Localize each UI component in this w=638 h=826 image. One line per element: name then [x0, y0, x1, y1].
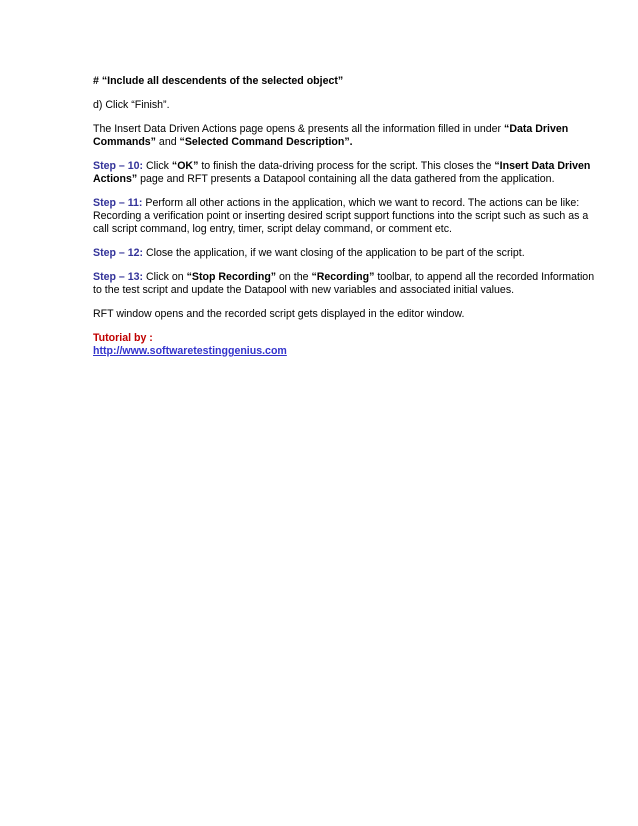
heading-include-descendents	[93, 75, 605, 88]
text-run: d) Click “Finish”.	[93, 99, 170, 111]
text-run: on the	[276, 271, 312, 283]
text-run: “Insert Data Driven Actions”	[93, 160, 591, 185]
text-run: # “Include all descendents of the selected object”	[93, 75, 344, 87]
text-run: toolbar, to append all the recorded Information to the test script and update the Datapool with new variables and associated initial values.	[93, 271, 595, 296]
para-step-11	[93, 197, 605, 236]
line-tutorial-link	[93, 345, 605, 358]
para-step-13	[93, 271, 605, 297]
line-d-click-finish	[93, 99, 605, 112]
document-page	[93, 75, 605, 358]
para-step-10	[93, 160, 605, 186]
text-run: page and RFT presents a Datapool containing all the data gathered from the application.	[137, 173, 555, 185]
text-run: Close the application, if we want closing of the application to be part of the script.	[143, 247, 525, 259]
para-step-12	[93, 247, 605, 260]
tutorial-by-label: Tutorial by :	[93, 332, 153, 344]
text-run: “Stop Recording”	[186, 271, 277, 283]
text-run: “Recording”	[311, 271, 375, 283]
text-run: RFT window opens and the recorded script gets displayed in the editor window.	[93, 308, 465, 320]
text-run: and	[155, 136, 180, 148]
step-12-label: Step – 12:	[93, 247, 144, 259]
text-run: “OK”	[171, 160, 199, 172]
text-run: Click on	[143, 271, 187, 283]
text-run: “Selected Command Description”.	[179, 136, 353, 148]
text-run: The Insert Data Driven Actions page opens & presents all the information filled in under	[93, 123, 505, 135]
text-run: Perform all other actions in the application, which we want to record. The actions can be like: Recording a verification point or inserting desired script support functions into the script such as such as a call script command, log entry, timer, script delay command, or comment etc.	[93, 197, 589, 235]
line-tutorial-by	[93, 332, 605, 345]
tutorial-link[interactable]: http://www.softwaretestinggenius.com	[93, 345, 287, 357]
step-11-label: Step – 11:	[93, 197, 143, 209]
step-10-label: Step – 10:	[93, 160, 144, 172]
step-13-label: Step – 13:	[93, 271, 144, 283]
text-run: to finish the data-driving process for the script. This closes the	[198, 160, 495, 172]
text-run: “Data Driven Commands”	[93, 123, 569, 148]
text-run: Click	[143, 160, 172, 172]
para-insert-data-driven-page	[93, 123, 605, 149]
para-rft-window	[93, 308, 605, 321]
